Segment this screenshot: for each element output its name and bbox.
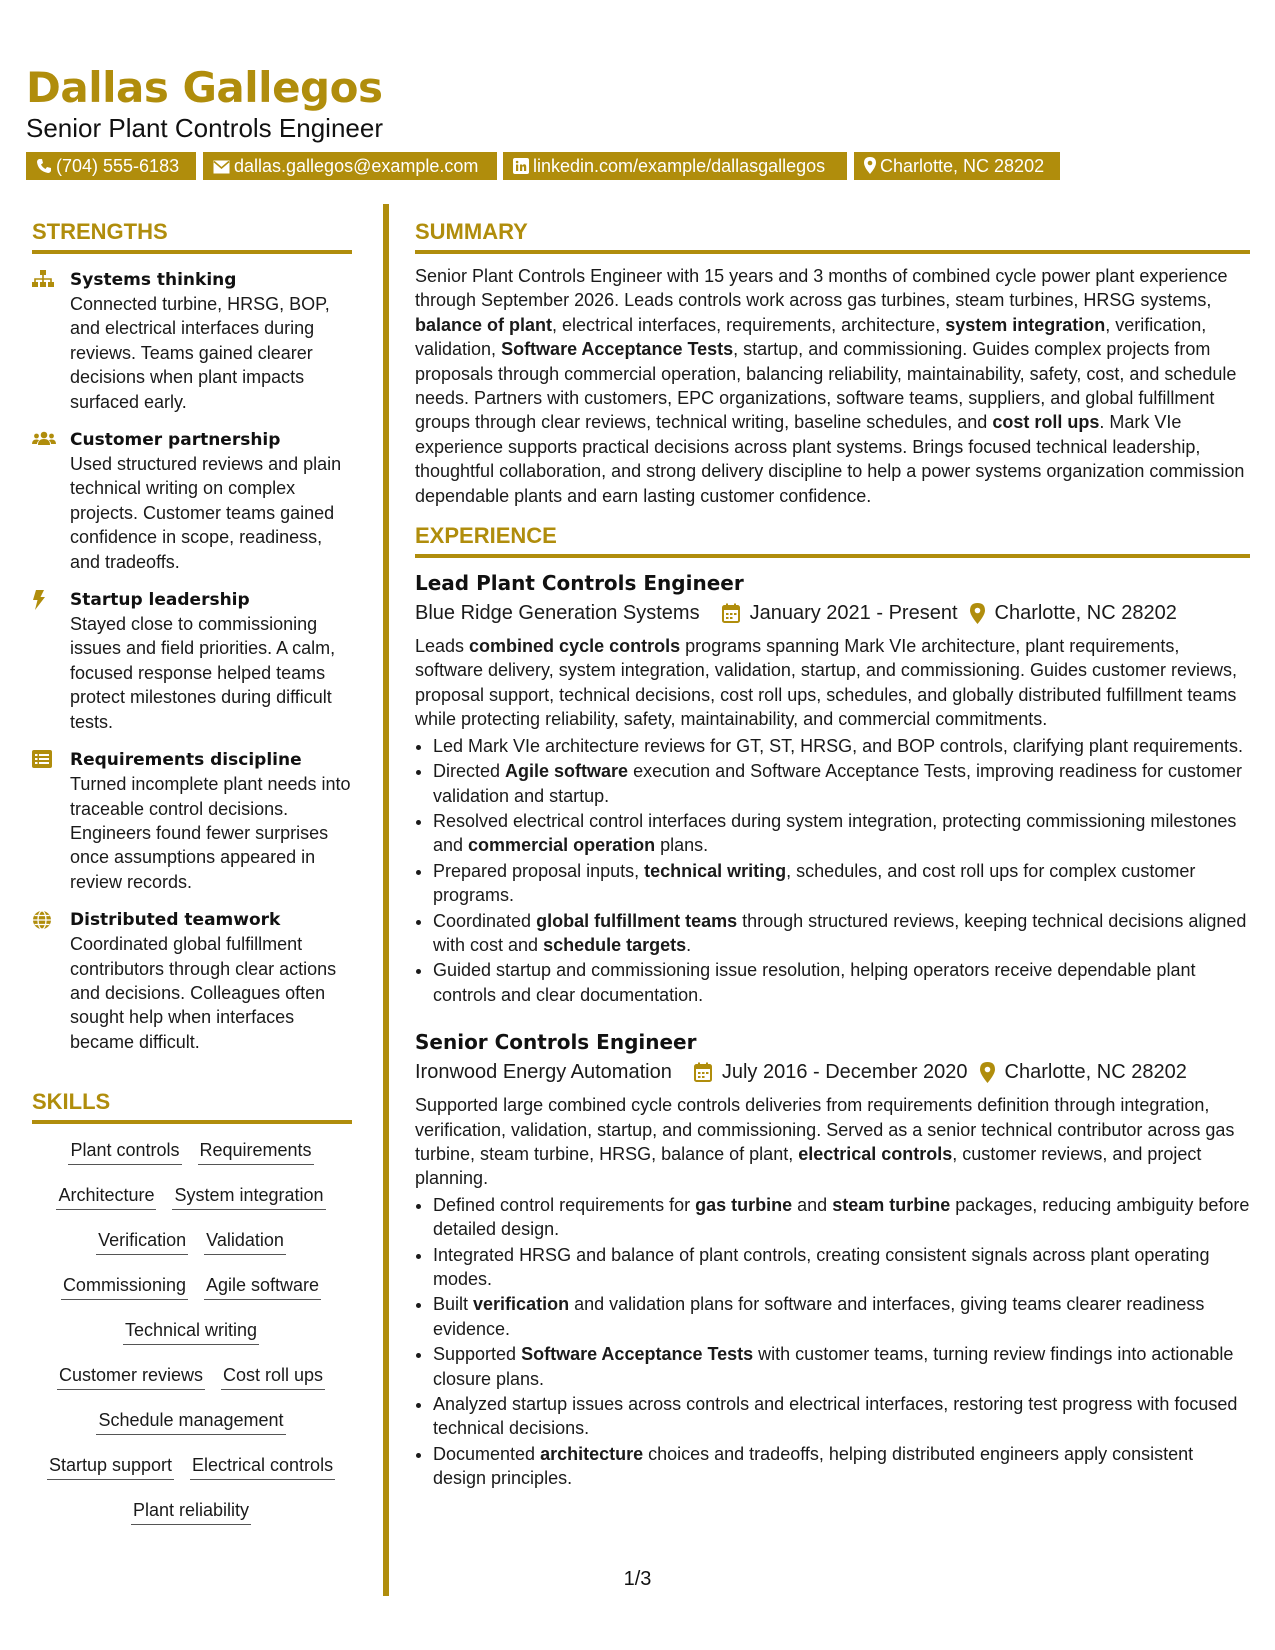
candidate-title: Senior Plant Controls Engineer [26, 113, 383, 143]
text-run: Supported large combined cycle controls deliveries from requirements definition through integration, verification, validation, startup, and commissioning. Served as a senior technical contributor across gas turbine, steam turbine, HRSG, balance of plant, [415, 1095, 1235, 1164]
strength-description: Coordinated global fulfillment contributors through clear actions and decisions. Colleagues often sought help when interfaces became difficult. [70, 934, 337, 1052]
left-column [32, 218, 352, 1543]
job-location: Charlotte, NC 28202 [1004, 1061, 1187, 1084]
text-run: , electrical interfaces, requirements, architecture, [552, 314, 946, 335]
text-run: Documented [433, 1443, 541, 1464]
bold-phrase: cost roll ups [992, 412, 1100, 433]
text-run: Built [433, 1294, 474, 1315]
phone-icon [36, 158, 52, 174]
bold-phrase: commercial operation [468, 835, 656, 856]
skill-tag: Validation [204, 1228, 286, 1255]
job-dates: July 2016 - December 2020 [721, 1061, 968, 1084]
users-icon [32, 430, 56, 450]
job-location: Charlotte, NC 28202 [994, 602, 1177, 625]
job-achievements [415, 734, 1250, 1007]
job-entry [415, 568, 1250, 1007]
job-achievements [415, 1193, 1250, 1491]
text-run: Led Mark VIe architecture reviews for GT, ST, HRSG, and BOP controls, clarifying plant requirements. [433, 735, 1243, 756]
linkedin-text: linkedin.com/example/dallasgallegos [533, 156, 826, 176]
email-chip[interactable] [203, 152, 497, 180]
skill-tag: System integration [172, 1183, 325, 1210]
achievement-bullet [433, 909, 1250, 958]
map-marker-icon [970, 603, 985, 624]
globe-icon [32, 910, 56, 930]
strength-item [32, 588, 352, 734]
text-run: Analyzed startup issues across controls and electrical interfaces, restoring test progress with focused technical decisions. [433, 1394, 1238, 1439]
text-run: Integrated HRSG and balance of plant controls, creating consistent signals across plant operating modes. [433, 1244, 1210, 1289]
strength-title: Systems thinking [70, 270, 237, 290]
job-meta [415, 1057, 1250, 1087]
strength-title: Distributed teamwork [70, 910, 281, 931]
calendar-icon [694, 1062, 712, 1082]
skills-heading: SKILLS [32, 1088, 352, 1124]
achievement-bullet [433, 1392, 1250, 1441]
skill-tag: Cost roll ups [221, 1363, 325, 1390]
skill-tag: Commissioning [61, 1273, 188, 1300]
skills-row [32, 1273, 350, 1318]
achievement-bullet [433, 809, 1250, 858]
strength-title: Startup leadership [70, 590, 250, 611]
text-run: Coordinated [433, 910, 537, 931]
bold-phrase: global fulfillment teams [536, 910, 738, 931]
skills-list [32, 1138, 350, 1543]
strength-item [32, 428, 352, 574]
strengths-heading: STRENGTHS [32, 218, 352, 254]
linkedin-chip[interactable] [503, 152, 847, 180]
strength-item [32, 908, 352, 1054]
company-name: Ironwood Energy Automation [415, 1061, 672, 1084]
text-run: , startup, and commissioning. Guides complex projects from proposals through commercial operation, balancing reliability, maintainability, safety, cost, and schedule needs. Partners with customers, EPC organizations, software teams, suppliers, and global fulfillment groups through clear reviews, technical writing, baseline schedules, and [415, 339, 1237, 433]
bold-phrase: technical writing [644, 860, 787, 881]
sitemap-icon [32, 270, 56, 290]
text-run: Resolved electrical control interfaces during system integration, protecting commissioning milestones and [433, 810, 1237, 856]
skill-tag: Architecture [56, 1183, 156, 1210]
map-marker-icon [980, 1062, 995, 1083]
phone-text: (704) 555-6183 [56, 156, 180, 176]
text-run: Directed [433, 761, 506, 782]
email-text: dallas.gallegos@example.com [234, 156, 479, 176]
strength-item [32, 268, 352, 414]
bold-phrase: steam turbine [832, 1194, 951, 1215]
bold-phrase: Software Acceptance Tests [521, 1344, 754, 1365]
achievement-bullet [433, 1342, 1250, 1391]
bold-phrase: verification [473, 1294, 570, 1315]
bold-phrase: schedule targets [543, 934, 687, 955]
strength-title: Customer partnership [70, 430, 281, 451]
skills-row [32, 1453, 350, 1498]
bold-phrase: Agile software [505, 761, 629, 782]
text-run: Guided startup and commissioning issue resolution, helping operators receive dependable plant controls and clear documentation. [433, 960, 1196, 1005]
skills-row [32, 1183, 350, 1228]
text-run: Senior Plant Controls Engineer with 15 years and 3 months of combined cycle power plant experience through September 2026. Leads controls work across gas turbines, steam turbines, HRSG systems, [415, 266, 1228, 311]
text-run: Supported [433, 1344, 522, 1365]
text-run: plans. [655, 835, 709, 856]
skill-tag: Startup support [47, 1453, 174, 1480]
achievement-bullet [433, 1442, 1250, 1491]
skill-tag: Electrical controls [190, 1453, 335, 1480]
page-number: 1/3 [623, 1568, 652, 1590]
achievement-bullet [433, 759, 1250, 808]
achievement-bullet [433, 859, 1250, 908]
text-run: and [792, 1194, 833, 1215]
map-marker-icon [864, 157, 876, 174]
strength-item [32, 748, 352, 894]
text-run: Prepared proposal inputs, [433, 860, 645, 881]
location-chip [854, 152, 1060, 180]
envelope-icon [213, 160, 230, 174]
bold-phrase: gas turbine [695, 1194, 793, 1215]
skill-tag: Requirements [198, 1138, 314, 1165]
strength-description: Connected turbine, HRSG, BOP, and electrical interfaces during reviews. Teams gained clearer decisions when plant impacts surfaced early. [70, 294, 330, 412]
skill-tag: Plant reliability [131, 1498, 251, 1525]
strengths-list [32, 268, 352, 1054]
text-run: . [686, 934, 692, 955]
achievement-bullet [433, 1292, 1250, 1341]
text-run: execution and Software Acceptance Tests, improving readiness for customer validation and startup. [433, 761, 1243, 806]
job-dates: January 2021 - Present [749, 602, 958, 625]
bold-phrase: electrical controls [798, 1143, 953, 1164]
strength-title: Requirements discipline [70, 750, 302, 771]
text-run: , customer reviews, and project planning. [415, 1143, 1202, 1189]
right-column [415, 218, 1250, 1492]
text-run: choices and tradeoffs, helping distributed engineers apply consistent design principles. [433, 1443, 1194, 1489]
bold-phrase: combined cycle controls [469, 636, 681, 657]
achievement-bullet [433, 958, 1250, 1007]
job-description [415, 1093, 1250, 1191]
text-run: , schedules, and cost roll ups for complex customer programs. [433, 860, 1196, 906]
skill-tag: Schedule management [96, 1408, 285, 1435]
achievement-bullet [433, 734, 1250, 758]
skills-row [32, 1363, 350, 1408]
phone-chip[interactable] [26, 152, 196, 180]
skill-tag: Verification [96, 1228, 188, 1255]
job-title: Senior Controls Engineer [415, 1030, 697, 1055]
text-run: , verification, validation, [415, 314, 1207, 360]
summary-text [415, 264, 1250, 508]
text-run: . Mark VIe experience supports practical decisions across plant systems. Brings focused technical leadership, thoughtful collaboration, and strong delivery discipline to help a power systems organization commission dependable plants and earn lasting customer confidence. [415, 412, 1245, 506]
job-description [415, 634, 1250, 732]
skill-tag: Customer reviews [57, 1363, 205, 1390]
job-entry [415, 1027, 1250, 1491]
strength-description: Stayed close to commissioning issues and field priorities. A calm, focused response helped teams protect milestones during difficult tests. [70, 614, 336, 732]
skill-tag: Technical writing [123, 1318, 259, 1345]
job-location-group [968, 1057, 1187, 1087]
experience-list [415, 568, 1250, 1491]
company-name: Blue Ridge Generation Systems [415, 602, 700, 625]
strength-description: Turned incomplete plant needs into traceable control decisions. Engineers found fewer surprises once assumptions appeared in review records. [70, 774, 351, 892]
skill-tag: Agile software [204, 1273, 321, 1300]
bold-phrase: architecture [540, 1443, 644, 1464]
text-run: with customer teams, turning review findings into actionable closure plans. [433, 1344, 1234, 1389]
achievement-bullet [433, 1193, 1250, 1242]
skills-row [32, 1228, 350, 1273]
job-meta [415, 598, 1250, 628]
skills-row [32, 1318, 350, 1363]
skills-row [32, 1138, 350, 1183]
skill-tag: Plant controls [68, 1138, 181, 1165]
achievement-bullet [433, 1243, 1250, 1292]
linkedin-icon [513, 158, 529, 174]
column-divider [383, 204, 389, 1596]
bold-phrase: balance of plant [415, 314, 553, 335]
candidate-name: Dallas Gallegos [26, 63, 383, 112]
text-run: and validation plans for software and interfaces, giving teams clearer readiness evidence. [433, 1294, 1205, 1339]
strength-description: Used structured reviews and plain technical writing on complex projects. Customer teams gained confidence in scope, readiness, and tradeoffs. [70, 454, 342, 572]
experience-heading: EXPERIENCE [415, 522, 1250, 558]
location-text: Charlotte, NC 28202 [880, 156, 1045, 176]
job-location-group [958, 598, 1177, 628]
list-icon [32, 750, 56, 770]
text-run: programs spanning Mark VIe architecture, plant requirements, software delivery, system integration, validation, startup, and commissioning. Guides customer reviews, proposal support, technical decisions, cost roll ups, schedules, and globally distributed fulfillment teams while protecting reliability, safety, maintainability, and commercial commitments. [415, 636, 1238, 730]
calendar-icon [722, 603, 740, 623]
job-title: Lead Plant Controls Engineer [415, 571, 744, 596]
text-run: Leads [415, 636, 470, 657]
summary-heading: SUMMARY [415, 218, 1250, 254]
text-run: packages, reducing ambiguity before detailed design. [433, 1194, 1250, 1240]
skills-row [32, 1408, 350, 1453]
bolt-icon [32, 590, 56, 610]
text-run: through structured reviews, keeping technical decisions aligned with cost and [433, 910, 1247, 955]
text-run: Defined control requirements for [433, 1194, 696, 1215]
skills-row [32, 1498, 350, 1543]
bold-phrase: system integration [945, 314, 1106, 335]
bold-phrase: Software Acceptance Tests [501, 339, 734, 360]
